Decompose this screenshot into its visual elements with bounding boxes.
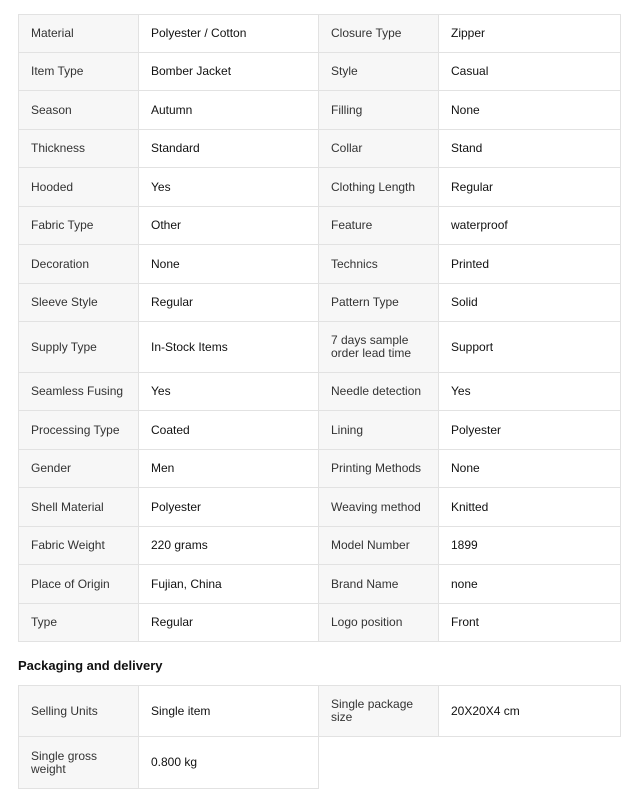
table-row — [19, 604, 621, 642]
attribute-label: Filling — [319, 91, 439, 130]
attribute-value: Zipper — [439, 15, 621, 53]
attribute-label: Pattern Type — [319, 284, 439, 322]
table-row — [19, 527, 621, 565]
attribute-label: Model Number — [319, 527, 439, 565]
attribute-label: Style — [319, 53, 439, 91]
attribute-value: None — [439, 91, 621, 130]
attribute-label: Sleeve Style — [19, 284, 139, 322]
attribute-value: waterproof — [439, 207, 621, 245]
attribute-label: Needle detection — [319, 373, 439, 411]
attribute-value: Knitted — [439, 488, 621, 527]
attribute-label: Item Type — [19, 53, 139, 91]
attribute-label: Feature — [319, 207, 439, 245]
packaging-table — [18, 685, 621, 789]
table-row — [19, 168, 621, 207]
attribute-label: Lining — [319, 411, 439, 450]
attribute-label: Place of Origin — [19, 565, 139, 604]
attribute-label: Supply Type — [19, 322, 139, 373]
attribute-value: Front — [439, 604, 621, 642]
attribute-label: Clothing Length — [319, 168, 439, 207]
attribute-label: Collar — [319, 130, 439, 168]
attribute-value: In-Stock Items — [139, 322, 319, 373]
table-row — [19, 15, 621, 53]
attribute-value: Men — [139, 450, 319, 488]
attribute-label: Hooded — [19, 168, 139, 207]
attribute-value: Yes — [139, 373, 319, 411]
attribute-value: Autumn — [139, 91, 319, 130]
table-row — [19, 565, 621, 604]
attribute-label: Single package size — [319, 686, 439, 737]
attribute-value: Printed — [439, 245, 621, 284]
attributes-table — [18, 14, 621, 642]
attribute-value: Fujian, China — [139, 565, 319, 604]
attribute-label: Closure Type — [319, 15, 439, 53]
attribute-value: Yes — [439, 373, 621, 411]
attribute-value: Regular — [139, 604, 319, 642]
table-row — [19, 53, 621, 91]
attribute-value: Stand — [439, 130, 621, 168]
attribute-value: None — [439, 450, 621, 488]
attribute-value: Bomber Jacket — [139, 53, 319, 91]
attribute-value: Regular — [139, 284, 319, 322]
attribute-label: Decoration — [19, 245, 139, 284]
empty-cell — [319, 737, 621, 789]
attribute-label: Selling Units — [19, 686, 139, 737]
attribute-value: 220 grams — [139, 527, 319, 565]
table-row — [19, 450, 621, 488]
table-row — [19, 130, 621, 168]
attribute-value: Casual — [439, 53, 621, 91]
attribute-label: Season — [19, 91, 139, 130]
attribute-value: none — [439, 565, 621, 604]
attribute-label: Material — [19, 15, 139, 53]
attribute-value: Polyester — [439, 411, 621, 450]
attribute-label: Weaving method — [319, 488, 439, 527]
table-row — [19, 91, 621, 130]
attribute-value: Solid — [439, 284, 621, 322]
attribute-value: Standard — [139, 130, 319, 168]
attribute-label: Shell Material — [19, 488, 139, 527]
attribute-value: 20X20X4 cm — [439, 686, 621, 737]
table-row — [19, 284, 621, 322]
attribute-label: Processing Type — [19, 411, 139, 450]
attribute-value: Coated — [139, 411, 319, 450]
table-row — [19, 411, 621, 450]
attribute-value: Yes — [139, 168, 319, 207]
attribute-value: None — [139, 245, 319, 284]
attribute-value: Other — [139, 207, 319, 245]
attribute-label: Type — [19, 604, 139, 642]
attribute-label: Logo position — [319, 604, 439, 642]
table-row — [19, 373, 621, 411]
attribute-value: Polyester / Cotton — [139, 15, 319, 53]
attribute-label: Fabric Type — [19, 207, 139, 245]
attribute-label: Seamless Fusing — [19, 373, 139, 411]
attribute-label: Brand Name — [319, 565, 439, 604]
attribute-value: Single item — [139, 686, 319, 737]
attribute-label: Single gross weight — [19, 737, 139, 789]
attribute-value: Regular — [439, 168, 621, 207]
table-row — [19, 322, 621, 373]
attribute-value: 1899 — [439, 527, 621, 565]
attribute-value: 0.800 kg — [139, 737, 319, 789]
packaging-section-title: Packaging and delivery — [18, 658, 163, 673]
attribute-label: Thickness — [19, 130, 139, 168]
attribute-value: Support — [439, 322, 621, 373]
table-row — [19, 737, 621, 789]
table-row — [19, 245, 621, 284]
attribute-label: Printing Methods — [319, 450, 439, 488]
attribute-label: Gender — [19, 450, 139, 488]
attribute-value: Polyester — [139, 488, 319, 527]
table-row — [19, 686, 621, 737]
table-row — [19, 207, 621, 245]
table-row — [19, 488, 621, 527]
attribute-label: Fabric Weight — [19, 527, 139, 565]
attribute-label: 7 days sample order lead time — [319, 322, 439, 373]
attribute-label: Technics — [319, 245, 439, 284]
